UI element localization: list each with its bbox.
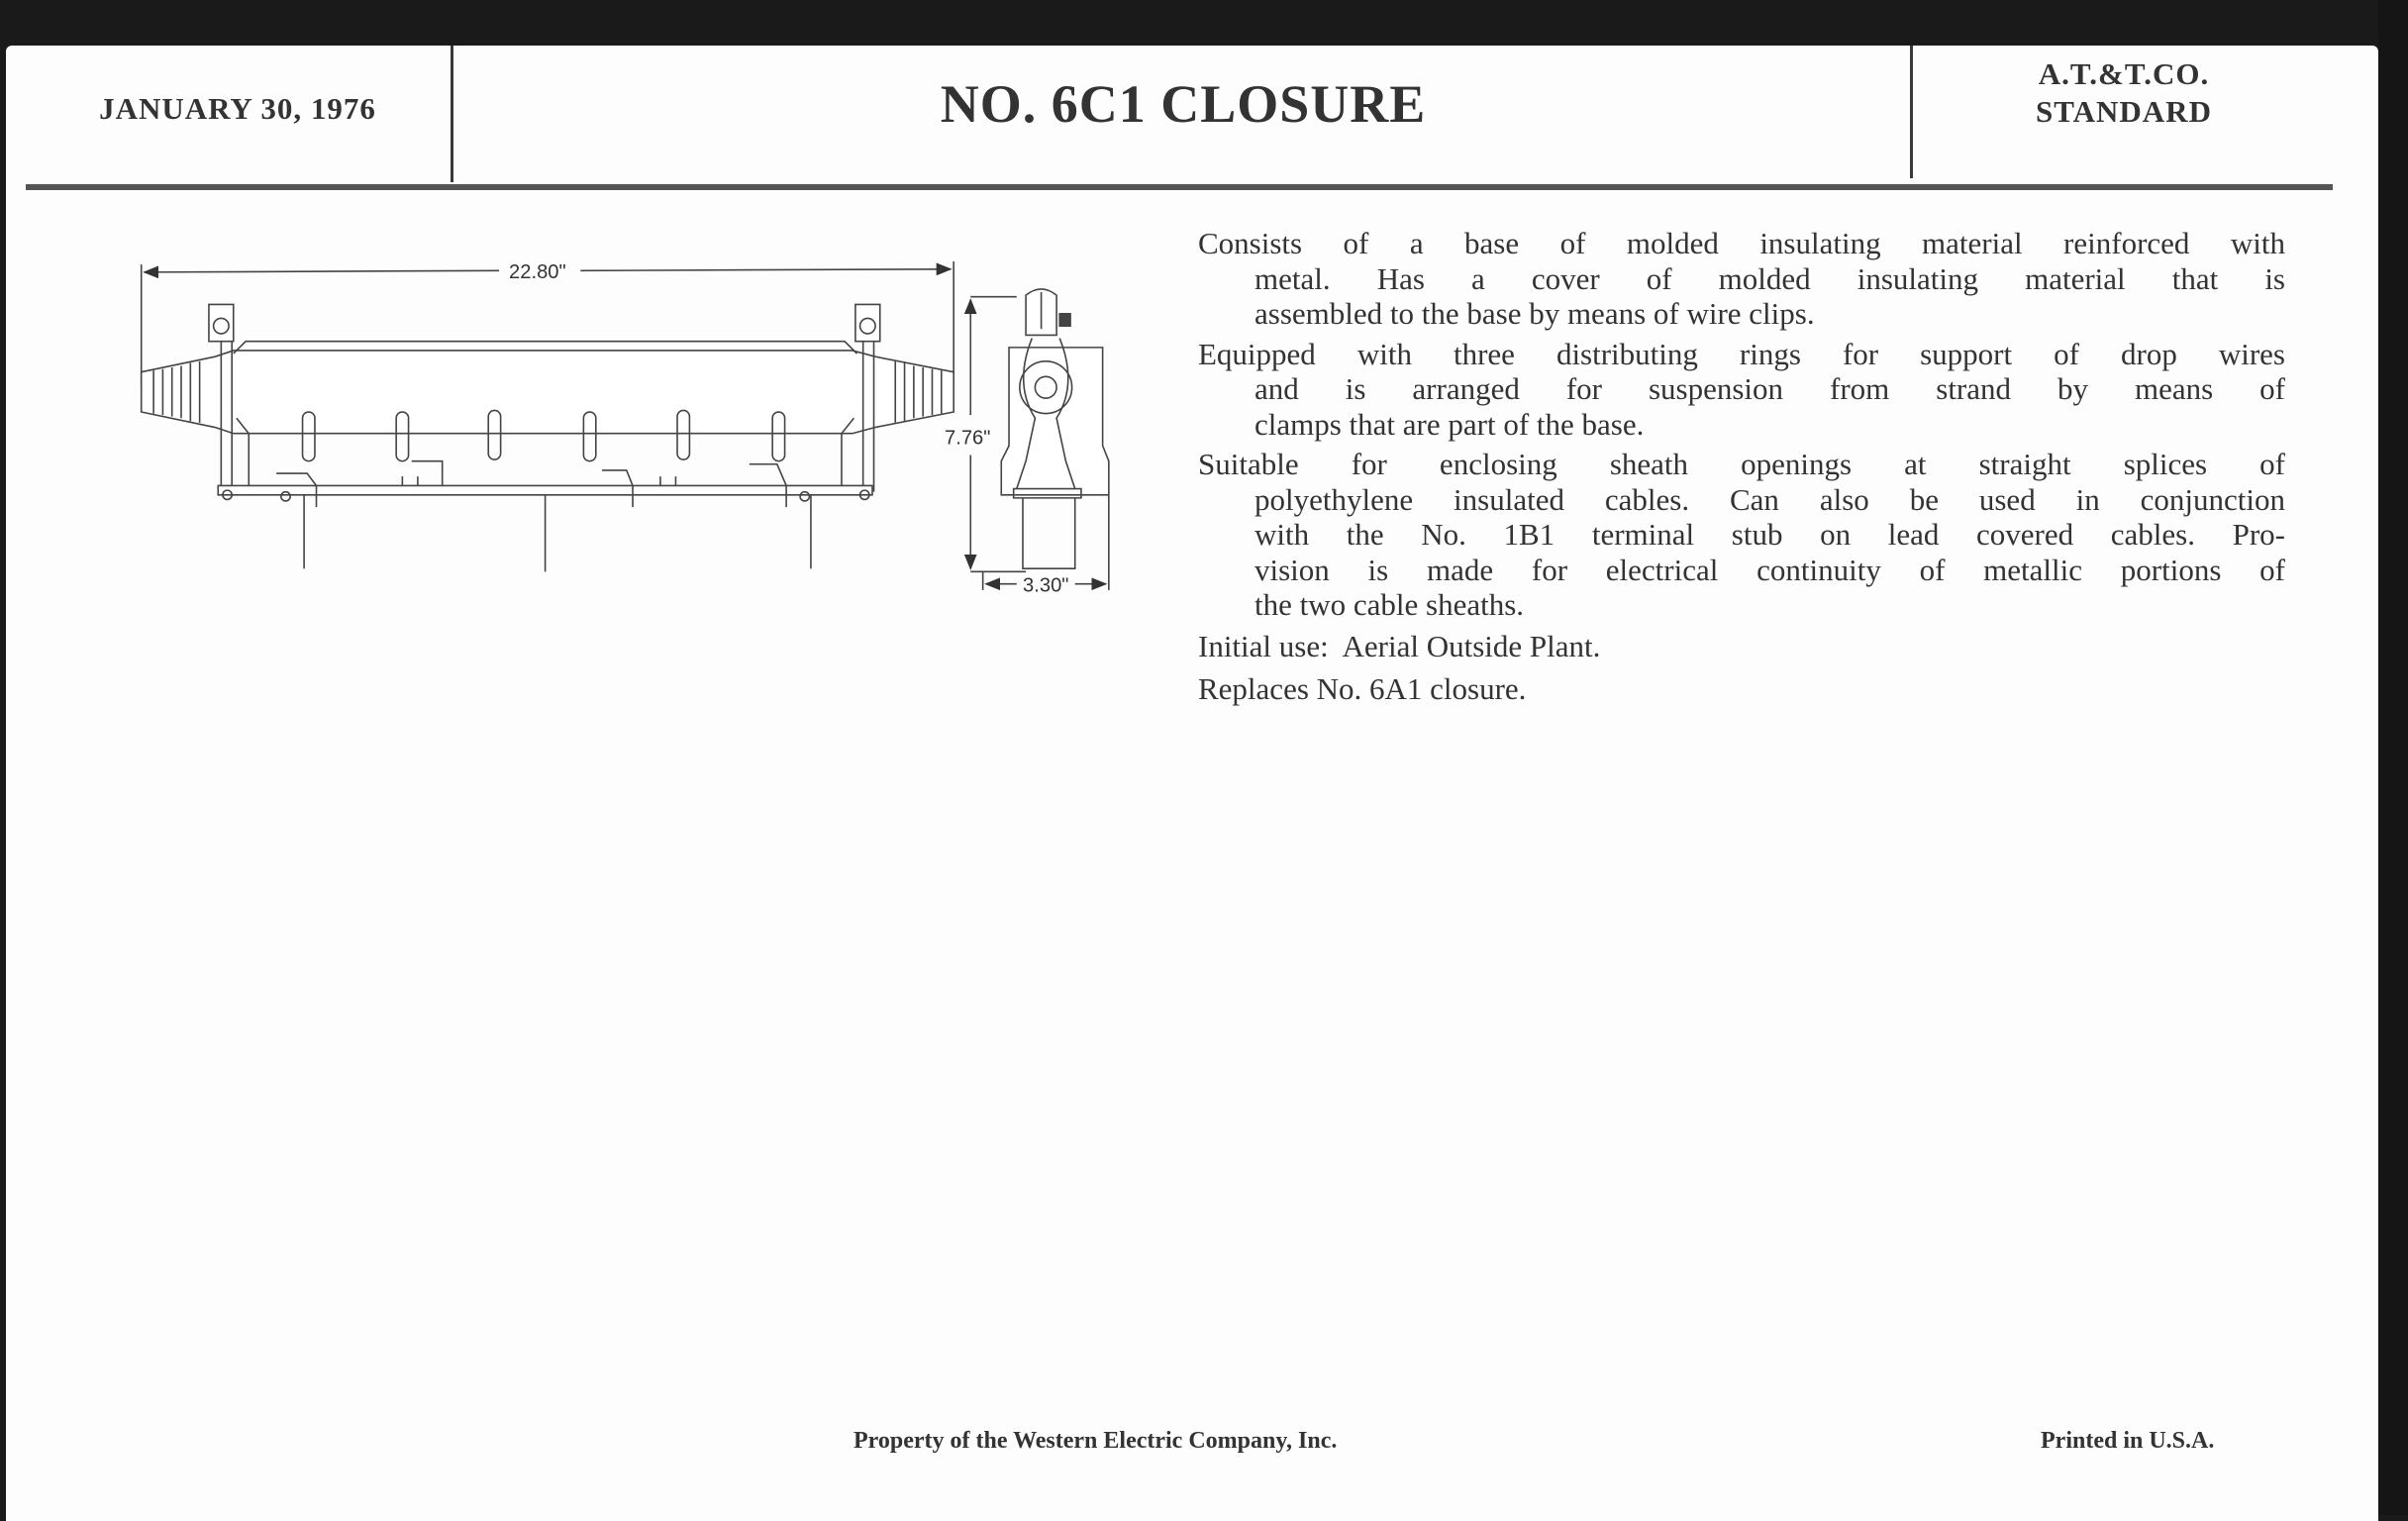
description-paragraph-2 [1198, 337, 2285, 443]
footer-property: Property of the Western Electric Company, Inc. [853, 1428, 1338, 1454]
replaces-note: Replaces No. 6A1 closure. [1198, 671, 1527, 706]
page-title: NO. 6C1 CLOSURE [940, 74, 1427, 134]
text-line: Equipped with three distributing rings for support of drop wires [1198, 336, 2285, 371]
issue-date: JANUARY 30, 1976 [99, 91, 376, 126]
footer-printed: Printed in U.S.A. [2041, 1428, 2215, 1454]
text-line: assembled to the base by means of wire clips. [1254, 296, 1815, 331]
description-paragraph-1 [1198, 226, 2285, 332]
description [1198, 226, 2285, 712]
text-line: with the No. 1B1 terminal stub on lead covered cables. Pro- [1254, 517, 2285, 552]
height-dimension-label: 7.76" [945, 427, 991, 450]
standard-line-1: A.T.&T.CO. [2038, 56, 2210, 91]
description-paragraph-3 [1198, 447, 2285, 623]
text-line: clamps that are part of the base. [1254, 406, 1645, 442]
width-dimension-label: 3.30" [1023, 574, 1069, 597]
closure-side-view [142, 304, 953, 571]
text-line: the two cable sheaths. [1254, 587, 1525, 622]
text-line: vision is made for electrical continuity of metallic portions of [1254, 552, 2285, 587]
text-line: and is arranged for suspension from strand by means of [1254, 371, 2285, 406]
standard-line-2: STANDARD [2036, 94, 2212, 129]
initial-use: Initial use: Aerial Outside Plant. [1198, 628, 1601, 663]
text-line: metal. Has a cover of molded insulating material that is [1254, 260, 2285, 296]
length-dimension-label: 22.80" [509, 261, 566, 284]
text-line: polyethylene insulated cables. Can also be used in conjunction [1254, 481, 2285, 517]
closure-end-view [945, 289, 1109, 597]
text-line: Suitable for enclosing sheath openings at straight splices of [1198, 447, 2285, 481]
text-line: Consists of a base of molded insulating material reinforced with [1198, 226, 2285, 260]
